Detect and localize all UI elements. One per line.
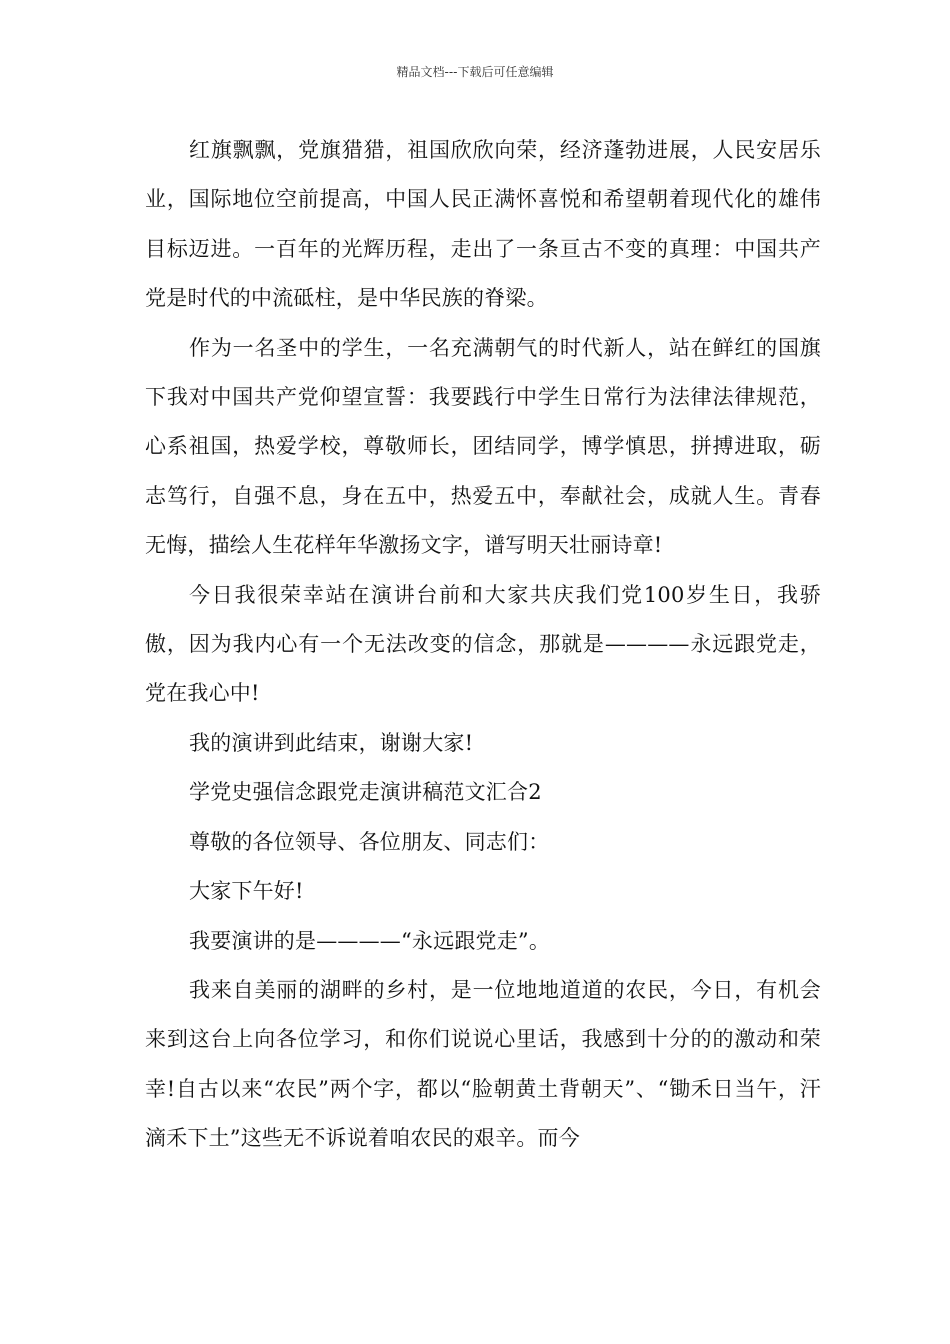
section-title: 学党史强信念跟党走演讲稿范文汇合2 — [189, 780, 542, 805]
speech-topic: 我要演讲的是————“永远跟党走”。 — [189, 928, 551, 953]
paragraph-4: 我的演讲到此结束，谢谢大家! — [189, 730, 474, 755]
page-header: 精品文档---下载后可任意编辑 — [396, 65, 554, 79]
greeting: 大家下午好! — [189, 879, 304, 904]
salutation: 尊敬的各位领导、各位朋友、同志们： — [189, 829, 550, 854]
document-body — [145, 126, 821, 1164]
paragraph-9: 我来自美丽的湖畔的乡村，是一位地地道道的农民，今日，有机会来到这台上向各位学习，和你们说说心里话，我感到十分的的激动和荣幸!自古以来“农民”两个字，都以“脸朝黄土背朝天”、“锄禾日当午，汗滴禾下土”这些无不诉说着咱农民的艰辛。而今 — [145, 977, 821, 1151]
paragraph-1: 红旗飘飘，党旗猎猎，祖国欣欣向荣，经济蓬勃进展，人民安居乐业，国际地位空前提高，中国人民正满怀喜悦和希望朝着现代化的雄伟目标迈进。一百年的光辉历程，走出了一条亘古不变的真理：中国共产党是时代的中流砥柱，是中华民族的脊梁。 — [145, 138, 821, 311]
paragraph-3: 今日我很荣幸站在演讲台前和大家共庆我们党100岁生日，我骄傲，因为我内心有一个无法改变的信念，那就是————永远跟党走，党在我心中! — [145, 582, 821, 706]
paragraph-2: 作为一名圣中的学生，一名充满朝气的时代新人，站在鲜红的国旗下我对中国共产党仰望宣誓：我要践行中学生日常行为法律法律规范，心系祖国，热爱学校，尊敬师长，团结同学，博学慎思，拼搏进取，砺志笃行，自强不息，身在五中，热爱五中，奉献社会，成就人生。青春无悔，描绘人生花样年华激扬文字，谱写明天壮丽诗章! — [145, 335, 821, 558]
